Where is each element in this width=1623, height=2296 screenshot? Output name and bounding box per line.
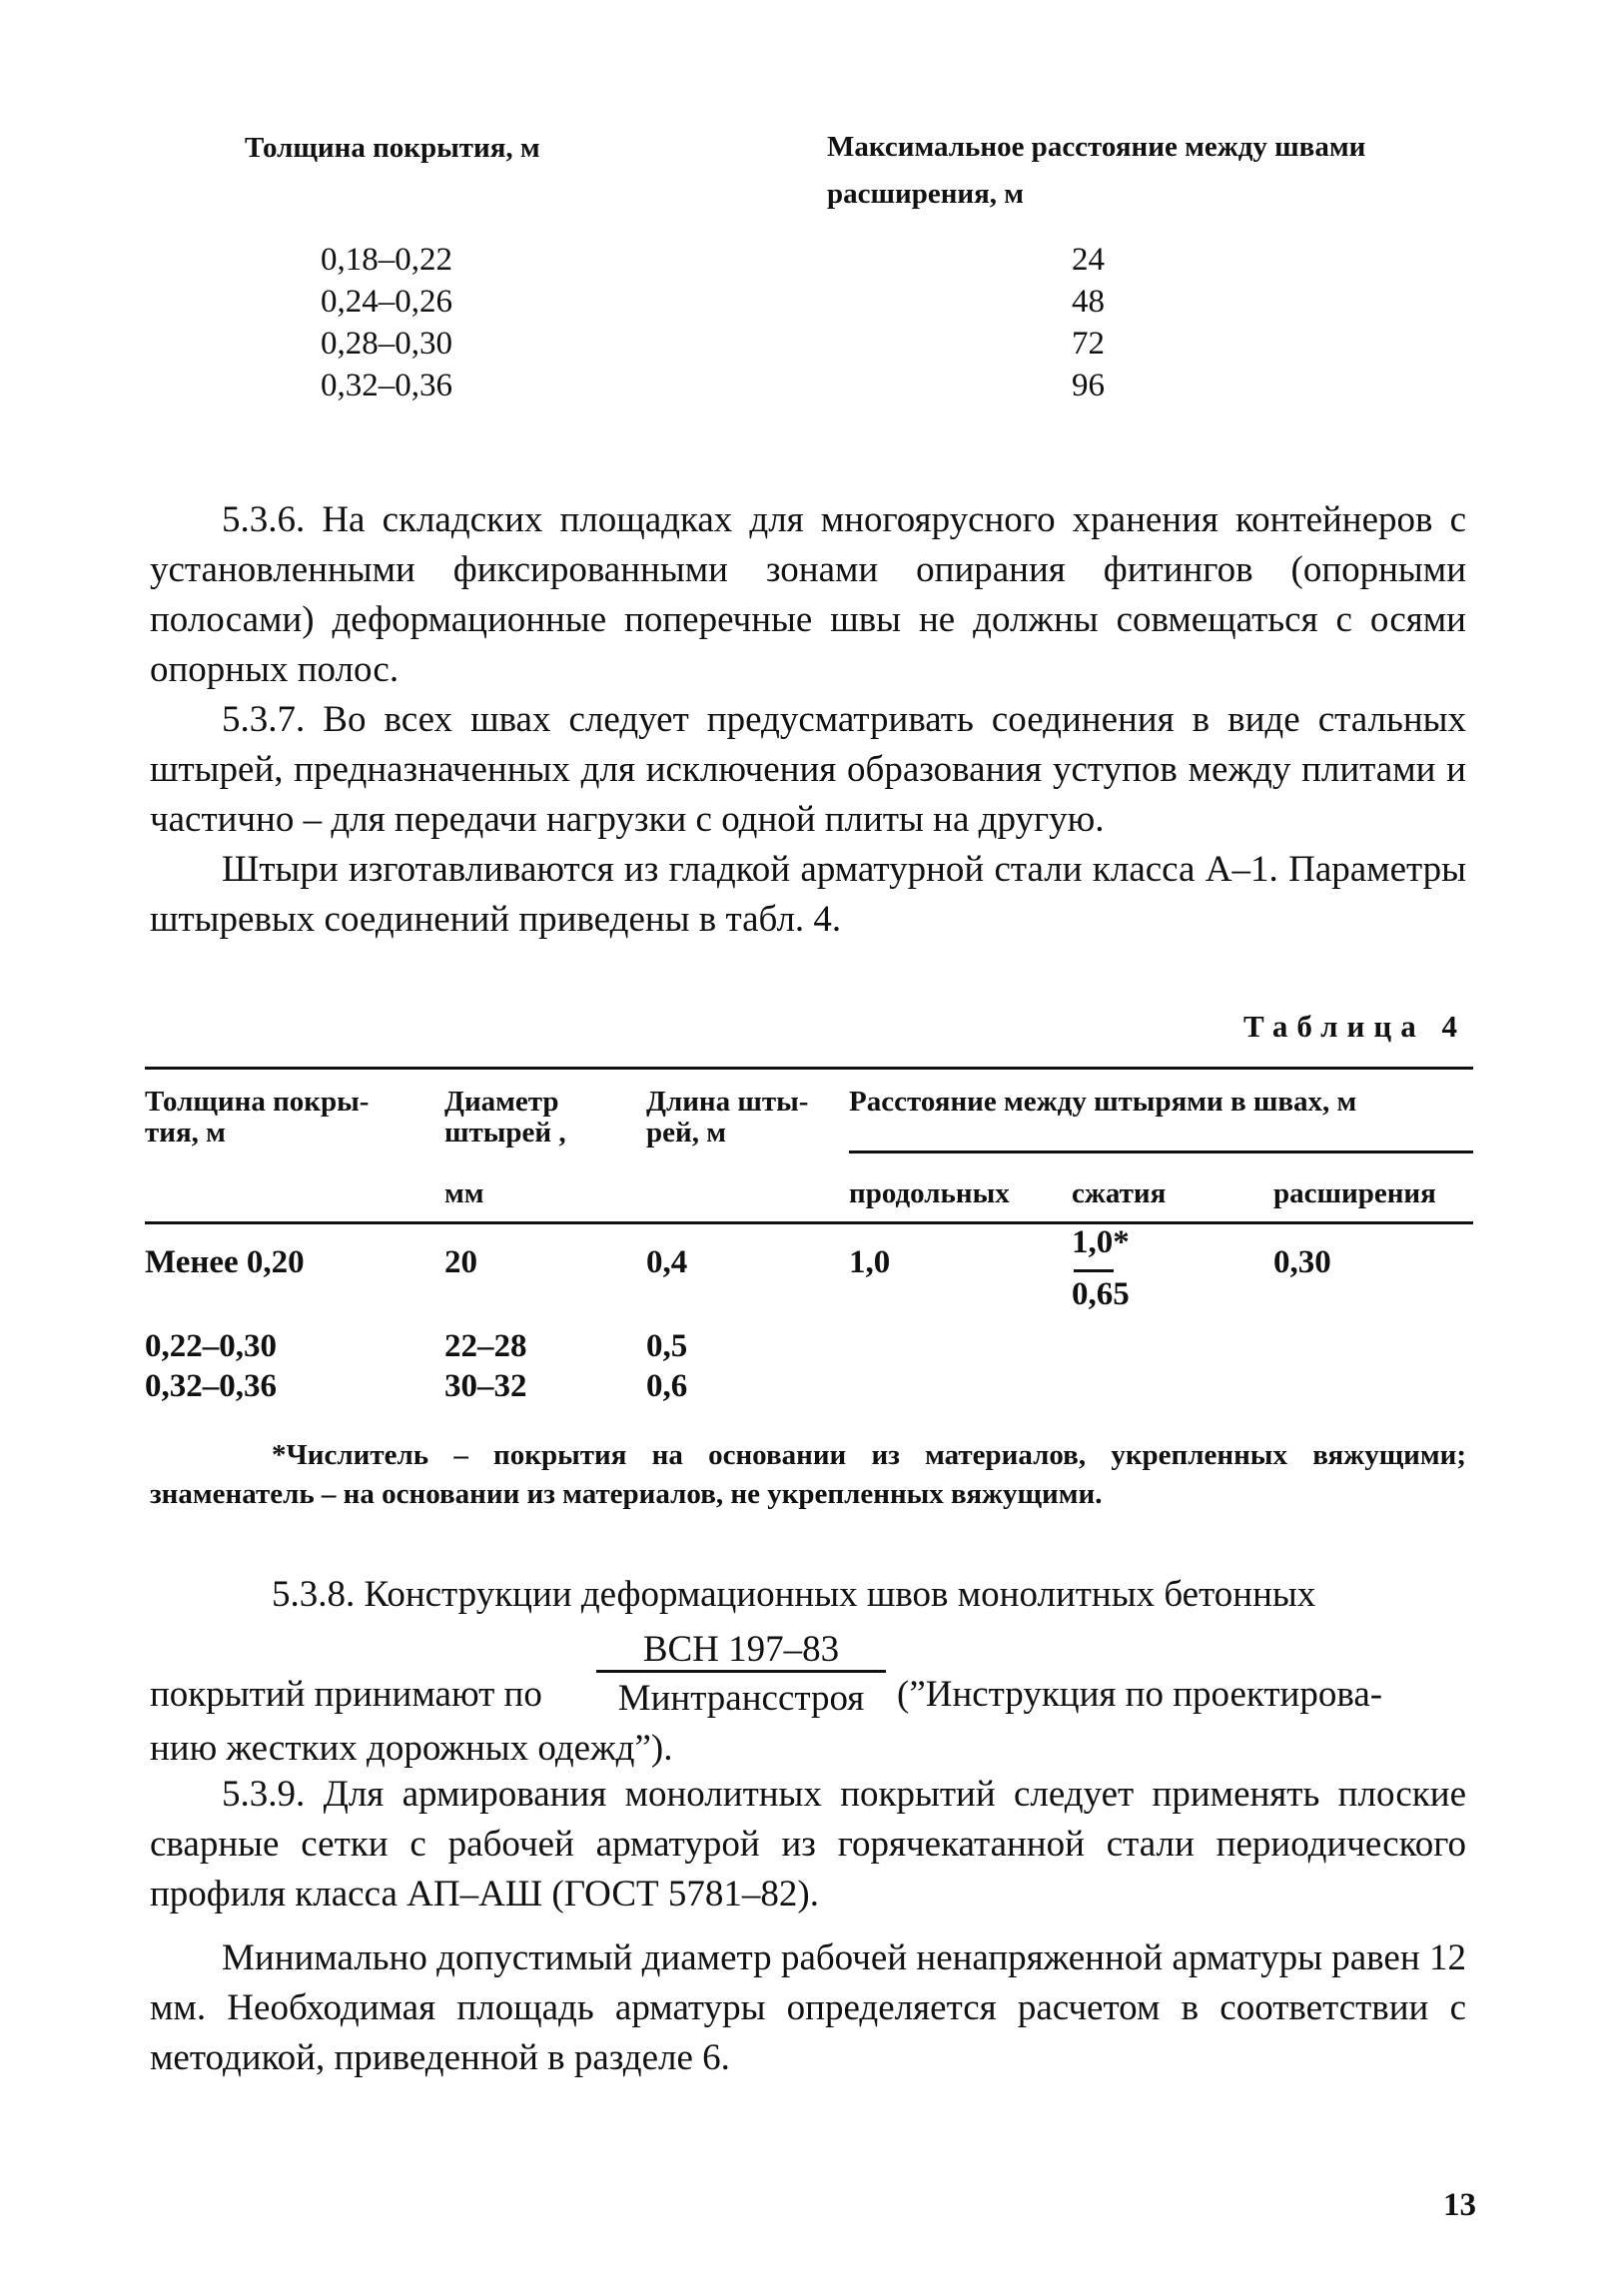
header-longitudinal: продольных [849, 1177, 1010, 1209]
paragraph-reinforcement: Минимально допустимый диаметр рабочей ненапряженной арматуры равен 12 мм. Необходимая площадь арматуры определяется расчетом в соответствии с методикой, приведенной в разделе 6. [150, 1937, 1466, 2078]
header-max-distance: Максимальное расстояние между швами расширения, м [827, 131, 1366, 210]
cell-thickness: 0,18–0,22 [321, 242, 452, 278]
header-compression: сжатия [1072, 1177, 1167, 1209]
header-diameter-2: штырей , [444, 1117, 566, 1148]
paragraph-5-3-6: 5.3.6. На складских площадках для многоярусного хранения контейнеров с установленными фиксированными зонами опирания фитингов (опорными полосами) деформационные поперечные швы не должны совмещаться с осями опорных полос. [150, 499, 1466, 690]
cell-thickness: 0,24–0,26 [321, 284, 452, 320]
paragraph-block-2 [150, 1770, 1466, 2083]
row2-diameter: 22–28 [444, 1328, 527, 1364]
row3-thickness: 0,32–0,36 [145, 1368, 277, 1404]
paragraph-5-3-9: 5.3.9. Для армирования монолитных покрытий следует применять плоские сварные сетки с рабочей арматурой из горячекатанной стали периодического профиля класса АП–АШ (ГОСТ 5781–82). [150, 1774, 1466, 1914]
table-4 [145, 1067, 1473, 1406]
cell-thickness: 0,32–0,36 [321, 368, 452, 403]
table-caption: Таблица 4 [1243, 1009, 1466, 1044]
fraction-bar [1074, 1269, 1114, 1272]
row1-expansion: 0,30 [1273, 1244, 1331, 1280]
header-group-rule [849, 1150, 1473, 1153]
footnote-text: *Числитель – покрытия на основании из материалов, укрепленных вяжущими; знаменатель – на основании из материалов, не укрепленных вяжущими. [150, 1439, 1466, 1510]
row3-diameter: 30–32 [444, 1368, 527, 1404]
paragraph-block-1 [150, 495, 1466, 945]
fraction-denominator: Минтрансстроя [617, 1678, 865, 1719]
header-diameter-3: мм [444, 1177, 484, 1209]
cell-thickness: 0,28–0,30 [321, 326, 452, 362]
p538-line2-end: (”Инструкция по проектирова- [897, 1674, 1383, 1715]
header-distance-group: Расстояние между штырями в швах, м [849, 1086, 1357, 1118]
cell-distance: 48 [1072, 284, 1105, 320]
row1-longitudinal: 1,0 [849, 1244, 891, 1280]
p538-line2-start: покрытий принимают по [150, 1674, 542, 1715]
row1-compression-numerator: 1,0* [1072, 1224, 1130, 1260]
p538-line3: нию жестких дорожных одежд”). [150, 1728, 673, 1769]
header-bottom-rule [145, 1221, 1473, 1224]
table-footnote [150, 1436, 1466, 1514]
page-number: 13 [1443, 2187, 1476, 2223]
row1-length: 0,4 [646, 1244, 688, 1280]
row2-length: 0,5 [646, 1328, 688, 1364]
reference-fraction [596, 1630, 886, 1725]
cell-distance: 24 [1072, 242, 1105, 278]
header-thickness: Толщина покрытия, м [245, 132, 540, 164]
row1-compression-denominator: 0,65 [1072, 1276, 1130, 1312]
paragraph-pins: Штыри изготавливаются из гладкой арматурной стали класса А–1. Параметры штыревых соединений приведены в табл. 4. [150, 849, 1466, 940]
cell-distance: 72 [1072, 326, 1105, 362]
fraction-numerator: ВСН 197–83 [596, 1630, 886, 1673]
p538-line1: 5.3.8. Конструкции деформационных швов монолитных бетонных [272, 1574, 1316, 1615]
row1-diameter: 20 [444, 1244, 477, 1280]
table-top-rule [145, 1067, 1473, 1070]
header-diameter-1: Диаметр [444, 1086, 559, 1118]
header-thickness: Толщина покры-тия, м [145, 1086, 370, 1148]
row1-thickness: Менее 0,20 [145, 1244, 305, 1280]
cell-distance: 96 [1072, 368, 1105, 403]
header-length-1: Длина шты- [646, 1086, 809, 1118]
row3-length: 0,6 [646, 1368, 688, 1404]
header-expansion: расширения [1273, 1177, 1436, 1209]
row2-thickness: 0,22–0,30 [145, 1328, 277, 1364]
header-length-2: рей, м [646, 1117, 726, 1148]
paragraph-5-3-7: 5.3.7. Во всех швах следует предусматривать соединения в виде стальных штырей, предназначенных для исключения образования уступов между плитами и частично – для передачи нагрузки с одной плиты на другую. [150, 699, 1466, 840]
